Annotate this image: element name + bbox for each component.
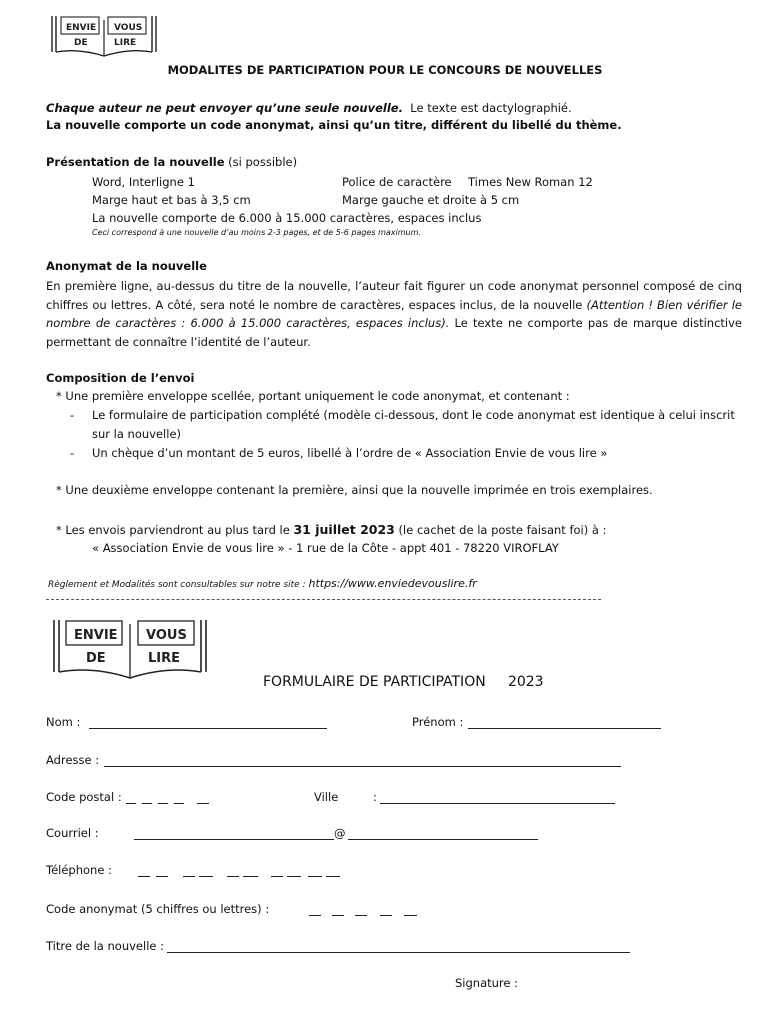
ville-label: Ville (314, 790, 339, 804)
code-postal-digit[interactable] (142, 803, 152, 804)
code-anonymat-label: Code anonymat (5 chiffres ou lettres) : (46, 902, 270, 916)
telephone-label: Téléphone : (46, 863, 112, 877)
code-postal-digit[interactable] (174, 803, 184, 804)
adresse-label: Adresse : (46, 753, 100, 767)
telephone-digit[interactable] (271, 876, 283, 877)
intro-line-1 (46, 101, 572, 115)
envoi-heading: Composition de l’envoi (46, 371, 195, 385)
prenom-label: Prénom : (412, 715, 464, 729)
anonymat-text-2: Le texte ne comporte pas de marque distinctive permettant de connaître l’identité de l’auteur. (46, 316, 742, 349)
form-logo-word-envie: ENVIE (74, 628, 118, 643)
intro-line-2: La nouvelle comporte un code anonymat, ainsi qu’un titre, différent du libellé du thème. (46, 118, 622, 132)
anonymat-heading: Anonymat de la nouvelle (46, 259, 207, 273)
code-anonymat-char[interactable] (380, 915, 392, 916)
code-anonymat-char[interactable] (355, 915, 367, 916)
intro-rule: Chaque auteur ne peut envoyer qu’une seule nouvelle. (46, 101, 403, 115)
form-title (263, 674, 544, 690)
envoi-address: « Association Envie de vous lire » - 1 rue de la Côte - appt 401 - 78220 VIROFLAY (92, 541, 559, 555)
anonymat-text-1: En première ligne, au-dessus du titre de la nouvelle, l’auteur fait figurer un code anonymat personnel composé de cinq chiffres ou lettres. A côté, sera noté le nombre de caractères, espaces inclus, de la nouvelle (46, 279, 742, 312)
envoi-cheque-item: Un chèque d’un montant de 5 euros, libellé à l’ordre de « Association Envie de vous lire » (92, 446, 608, 460)
prenom-field[interactable] (468, 728, 661, 729)
code-anonymat-char[interactable] (332, 915, 344, 916)
presentation-item-margin-lr: Marge gauche et droite à 5 cm (342, 193, 520, 207)
logo-envie-de-vous-lire (48, 12, 160, 60)
telephone-digit[interactable] (227, 876, 239, 877)
presentation-note: Ceci correspond à une nouvelle d’au moins 2-3 pages, et de 5-6 pages maximum. (92, 228, 421, 237)
adresse-field[interactable] (104, 766, 621, 767)
logo-word-vous: VOUS (114, 23, 143, 33)
envoi-deadline-pre: * Les envois parviendront au plus tard le (56, 523, 290, 537)
presentation-item-font-value: Times New Roman 12 (468, 175, 593, 189)
reglement-note (48, 577, 477, 590)
code-anonymat-char[interactable] (309, 915, 321, 916)
telephone-digit[interactable] (156, 876, 168, 877)
presentation-item-length: La nouvelle comporte de 6.000 à 15.000 caractères, espaces inclus (92, 211, 482, 225)
presentation-item-word: Word, Interligne 1 (92, 175, 195, 189)
envoi-deadline (56, 522, 606, 537)
envoi-dash-2: - (70, 446, 75, 460)
courriel-user-field[interactable] (134, 839, 334, 840)
envoi-envelope-1: * Une première enveloppe scellée, portant uniquement le code anonymat, et contenant : (56, 389, 570, 403)
envoi-deadline-date: 31 juillet 2023 (293, 522, 395, 537)
presentation-item-margin-tb: Marge haut et bas à 3,5 cm (92, 193, 251, 207)
envoi-form-item-cont: sur la nouvelle) (92, 427, 182, 441)
anonymat-warning: (Attention ! Bien vérifier le nombre de caractères : 6.000 à 15.000 caractères, espaces inclus). (46, 297, 743, 330)
logo-word-de: DE (74, 38, 88, 48)
reglement-url[interactable]: https://www.enviedevouslire.fr (308, 577, 477, 590)
presentation-heading (46, 155, 297, 169)
logo-word-lire: LIRE (114, 38, 137, 48)
envoi-form-item: Le formulaire de participation complété (modèle ci-dessous, dont le code anonymat est identique à celui inscrit (92, 408, 735, 422)
anonymat-paragraph (46, 277, 742, 351)
telephone-digit[interactable] (308, 876, 322, 877)
form-logo-word-de: DE (86, 651, 106, 666)
code-anonymat-char[interactable] (404, 915, 417, 916)
cut-line (46, 599, 601, 600)
presentation-heading-suffix: (si possible) (228, 155, 298, 169)
courriel-at: @ (334, 826, 346, 840)
code-postal-digit[interactable] (158, 803, 168, 804)
ville-colon: : (373, 790, 377, 804)
presentation-item-font-label: Police de caractère (342, 175, 452, 189)
form-year: 2023 (507, 674, 544, 690)
courriel-label: Courriel : (46, 826, 99, 840)
envoi-dash-1: - (70, 408, 75, 422)
form-logo-envie-de-vous-lire (48, 614, 212, 682)
titre-field[interactable] (167, 952, 630, 953)
telephone-digit[interactable] (326, 876, 340, 877)
logo-word-envie: ENVIE (66, 23, 97, 33)
telephone-digit[interactable] (243, 876, 258, 877)
telephone-digit[interactable] (199, 876, 213, 877)
telephone-digit[interactable] (138, 876, 150, 877)
courriel-domain-field[interactable] (348, 839, 538, 840)
page-title: MODALITES DE PARTICIPATION POUR LE CONCOURS DE NOUVELLES (167, 63, 603, 77)
code-postal-digit[interactable] (197, 803, 209, 804)
nom-label: Nom : (46, 715, 81, 729)
nom-field[interactable] (89, 728, 327, 729)
form-logo-word-vous: VOUS (146, 628, 187, 643)
envoi-deadline-post: (le cachet de la poste faisant foi) à : (398, 523, 607, 537)
titre-label: Titre de la nouvelle : (46, 939, 164, 953)
ville-field[interactable] (380, 803, 615, 804)
code-postal-digit[interactable] (126, 803, 136, 804)
signature-label: Signature : (455, 976, 519, 990)
presentation-heading-text: Présentation de la nouvelle (46, 155, 225, 169)
form-logo-word-lire: LIRE (148, 651, 181, 666)
telephone-digit[interactable] (287, 876, 301, 877)
envoi-envelope-2: * Une deuxième enveloppe contenant la première, ainsi que la nouvelle imprimée en trois exemplaires. (56, 483, 653, 497)
code-postal-label: Code postal : (46, 790, 122, 804)
reglement-text: Règlement et Modalités sont consultables sur notre site : (48, 580, 309, 590)
telephone-digit[interactable] (183, 876, 195, 877)
intro-typed: Le texte est dactylographié. (410, 101, 572, 115)
form-title-text: FORMULAIRE DE PARTICIPATION (263, 674, 486, 690)
